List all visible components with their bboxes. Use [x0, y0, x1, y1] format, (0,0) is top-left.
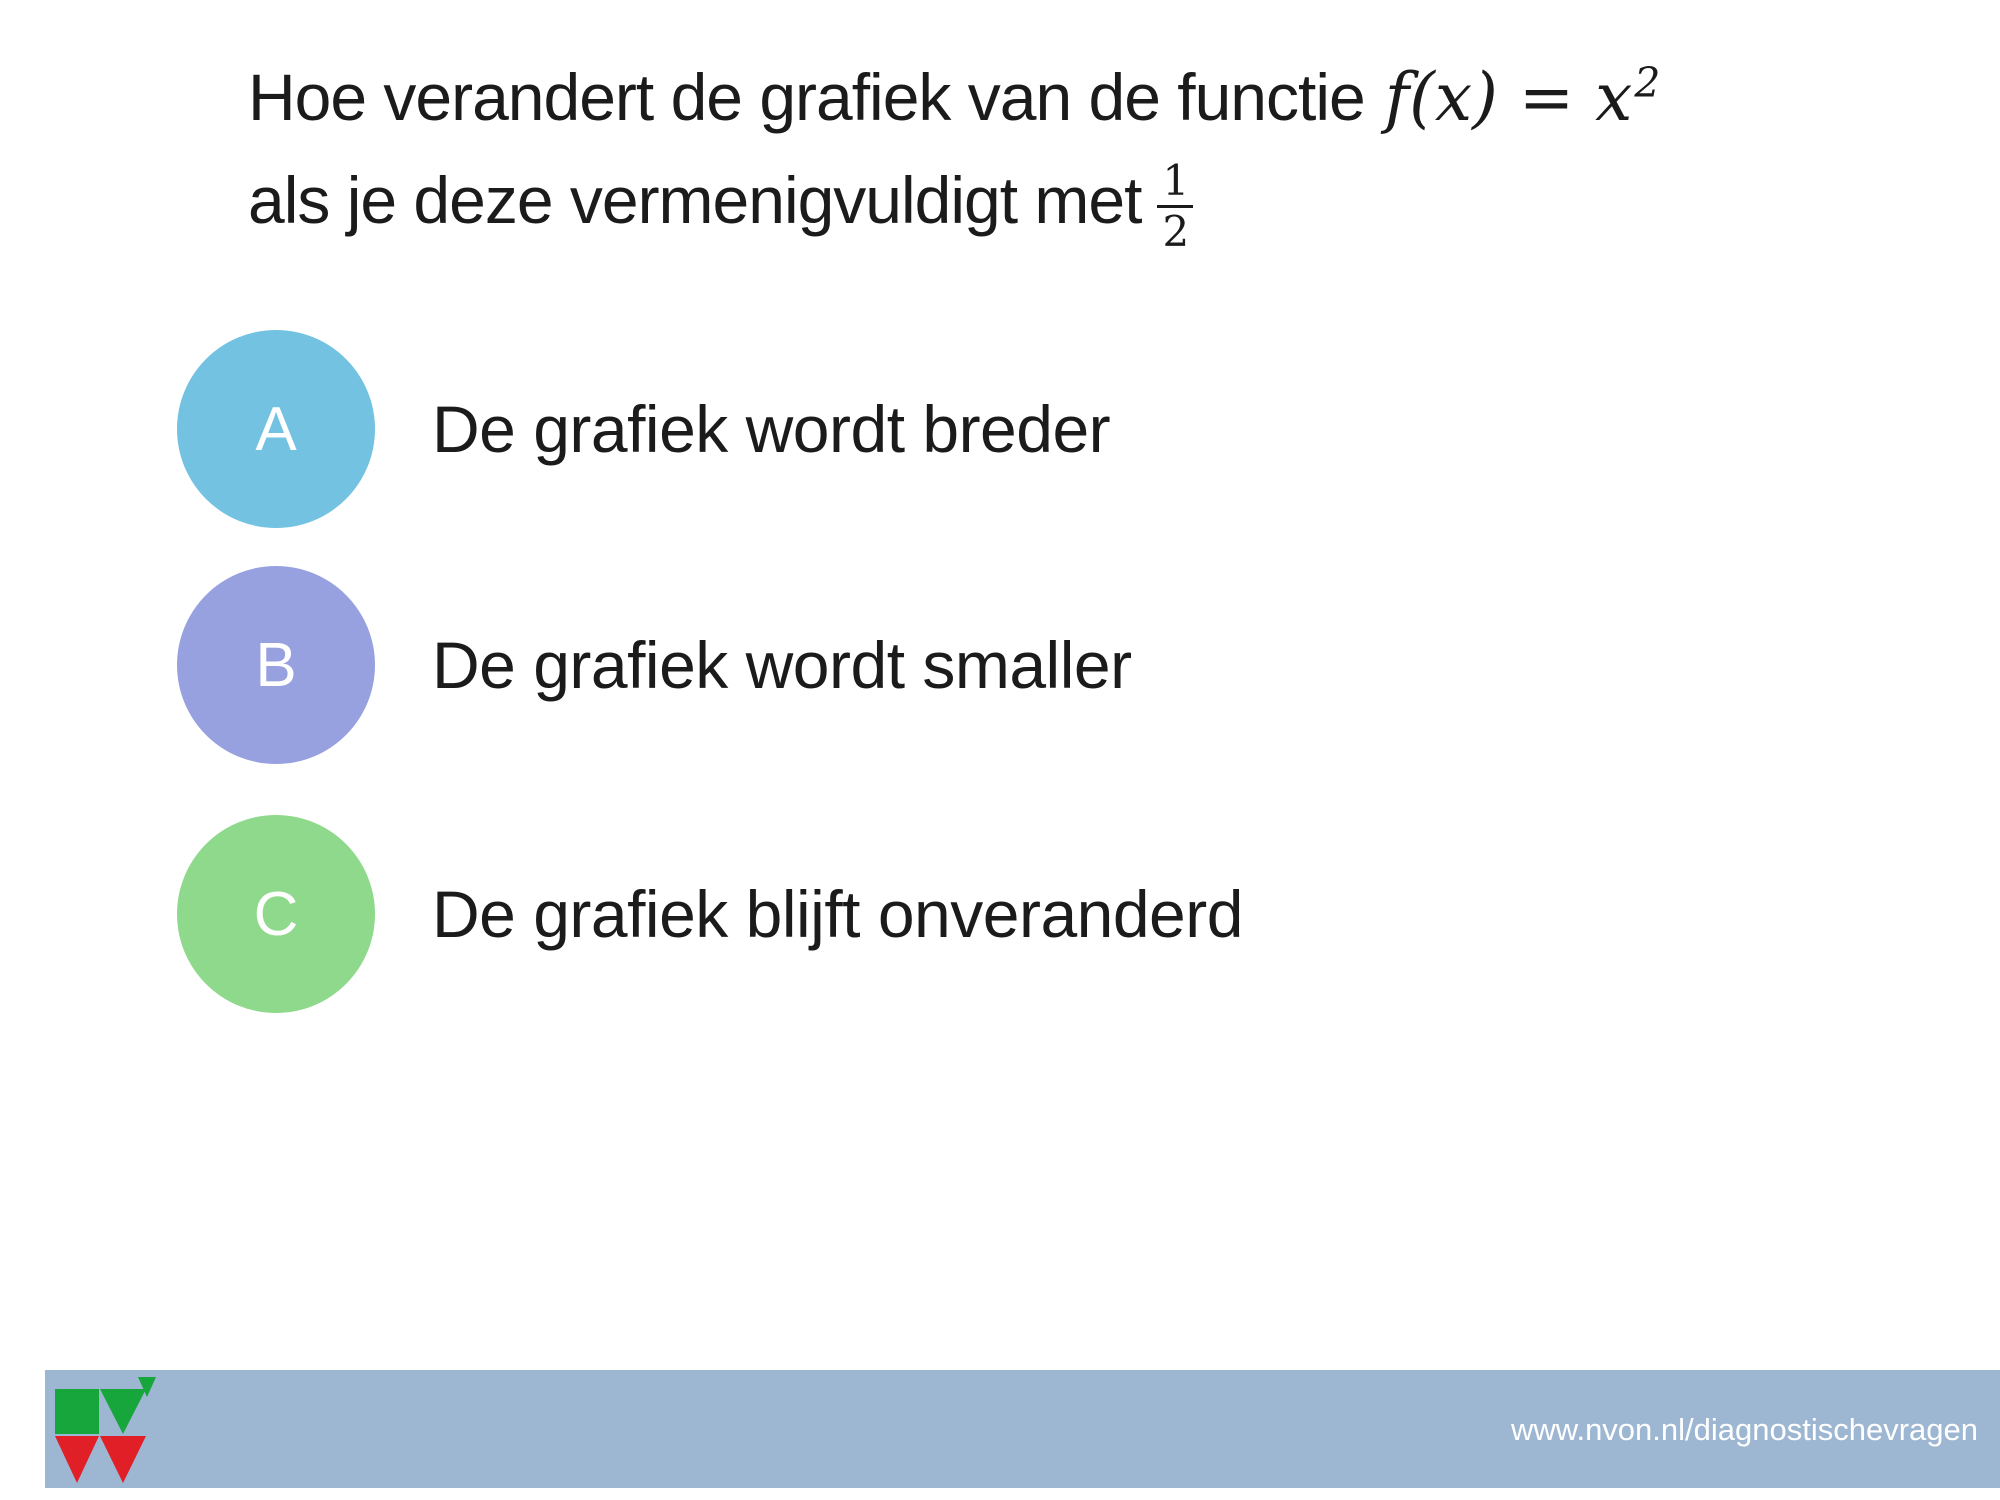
formula-body: f(x) = x [1384, 59, 1633, 136]
footer-bar [45, 1370, 2000, 1488]
option-c-letter: C [253, 879, 299, 949]
answer-option-c[interactable] [177, 815, 1243, 1013]
question-text-2: als je deze vermenigvuldigt met [248, 162, 1142, 237]
question-text-1: Hoe verandert de grafiek van de functie [248, 60, 1365, 134]
option-a-letter: A [255, 394, 297, 464]
option-c-circle [177, 815, 375, 1013]
footer-url[interactable]: www.nvon.nl/diagnostischevragen [1511, 1412, 1978, 1448]
logo-red-triangle-right-icon [100, 1436, 146, 1483]
question-line-1 [248, 60, 1660, 136]
answer-option-b[interactable] [177, 566, 1132, 764]
logo-green-small-triangle-icon [138, 1377, 156, 1397]
logo-square-icon [55, 1389, 99, 1434]
nvon-logo [45, 1370, 205, 1488]
option-c-label: De grafiek blijft onveranderd [432, 877, 1243, 951]
question-block [248, 59, 1661, 257]
option-a-circle [177, 330, 375, 528]
option-a-label: De grafiek wordt breder [432, 392, 1111, 466]
logo-red-triangle-left-icon [55, 1436, 99, 1483]
option-b-circle [177, 566, 375, 764]
fraction-denominator: 2 [1162, 207, 1189, 257]
fraction [1157, 155, 1193, 257]
answer-option-a[interactable] [177, 330, 1110, 528]
fraction-numerator: 1 [1157, 158, 1193, 208]
formula-exponent: 2 [1634, 59, 1661, 107]
option-b-label: De grafiek wordt smaller [432, 628, 1132, 702]
option-b-letter: B [255, 630, 297, 700]
question-line-2 [248, 152, 1660, 257]
formula [1385, 59, 1661, 136]
